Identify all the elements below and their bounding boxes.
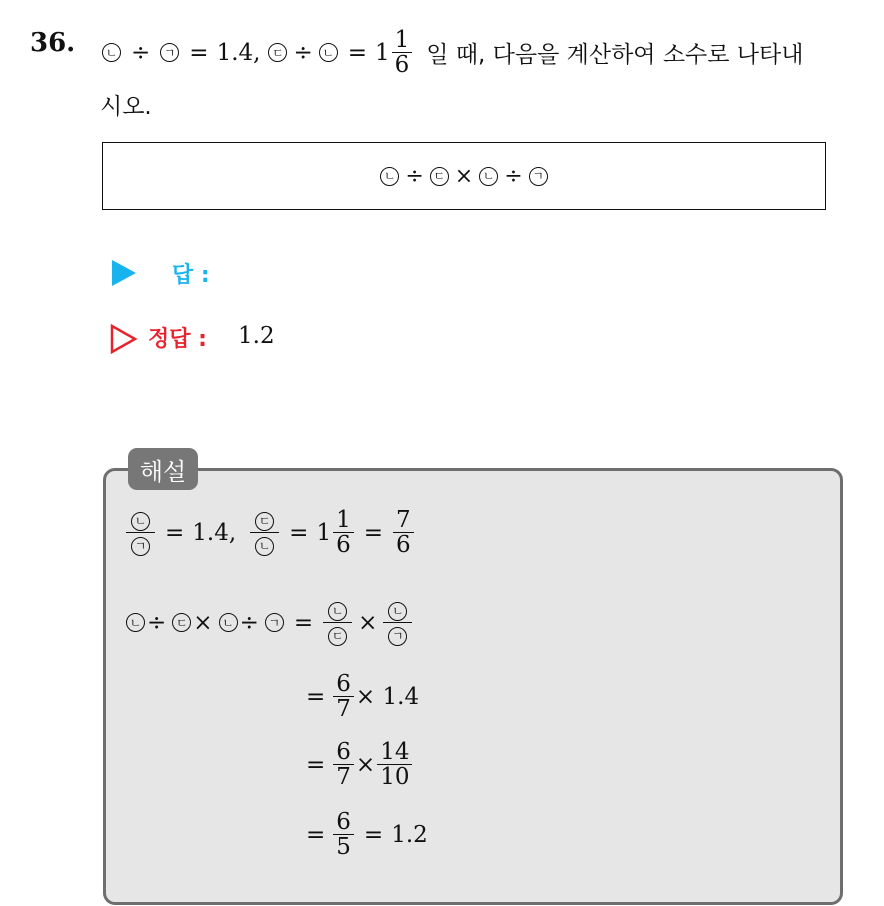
equals-sign: = bbox=[363, 821, 384, 848]
circled-nieun: ㄴ bbox=[388, 602, 407, 621]
denominator: 7 bbox=[336, 696, 351, 723]
times-1-4: × 1.4 bbox=[355, 683, 420, 710]
numerator: 6 bbox=[333, 672, 354, 697]
solution-line-1 bbox=[124, 508, 416, 557]
numerator: 6 bbox=[333, 740, 354, 765]
denominator: 6 bbox=[394, 52, 410, 79]
divide-sign: ÷ bbox=[147, 609, 167, 636]
equals-sign: = bbox=[306, 683, 326, 710]
circled-nieun: ㄴ bbox=[319, 43, 338, 62]
circled-giyeok: ㄱ bbox=[131, 537, 150, 556]
fraction-n-over-g bbox=[126, 508, 155, 557]
circled-nieun: ㄴ bbox=[131, 512, 150, 531]
expression-box bbox=[102, 142, 826, 210]
circled-nieun: ㄴ bbox=[380, 167, 399, 186]
numerator: 1 bbox=[392, 28, 413, 53]
equals-sign: = bbox=[347, 39, 368, 66]
circled-digeut: ㄷ bbox=[268, 43, 287, 62]
correct-value: 1.2 bbox=[238, 323, 275, 349]
fraction bbox=[333, 740, 354, 789]
fraction bbox=[377, 740, 412, 789]
fraction bbox=[333, 810, 354, 859]
times-sign: × bbox=[355, 751, 376, 778]
circled-nieun: ㄴ bbox=[328, 602, 347, 621]
times-sign: × bbox=[193, 609, 213, 636]
circled-digeut: ㄷ bbox=[255, 512, 274, 531]
divide-sign: ÷ bbox=[239, 609, 259, 636]
numerator: 7 bbox=[393, 508, 414, 533]
answer-label: 답 : bbox=[172, 263, 210, 288]
question-text: 일 때, 다음을 계산하여 소수로 나타내 bbox=[426, 42, 804, 69]
fraction-result bbox=[393, 508, 414, 557]
numerator: 6 bbox=[333, 810, 354, 835]
circled-nieun: ㄴ bbox=[219, 613, 238, 632]
equals-sign: = bbox=[306, 751, 326, 778]
answer-arrow-icon bbox=[112, 260, 136, 286]
question-text-line2: 시오. bbox=[100, 94, 152, 120]
mixed-number bbox=[316, 508, 355, 557]
equals-sign: = bbox=[363, 519, 384, 546]
denominator: 7 bbox=[336, 764, 351, 791]
circled-giyeok: ㄱ bbox=[160, 43, 179, 62]
circled-digeut: ㄷ bbox=[328, 627, 347, 646]
equals-sign: = bbox=[306, 821, 326, 848]
divide-sign: ÷ bbox=[293, 39, 313, 66]
solution-line-4 bbox=[306, 740, 414, 789]
divide-sign: ÷ bbox=[131, 39, 151, 66]
denominator: 10 bbox=[380, 764, 410, 791]
question-number: 36. bbox=[30, 28, 76, 58]
solution-line-2 bbox=[124, 598, 414, 647]
circled-giyeok: ㄱ bbox=[265, 613, 284, 632]
circled-nieun: ㄴ bbox=[255, 537, 274, 556]
result-value: 1.2 bbox=[391, 821, 428, 848]
divide-sign: ÷ bbox=[405, 163, 424, 189]
solution-line-5 bbox=[306, 810, 428, 859]
correct-arrow-icon bbox=[110, 324, 138, 354]
equals-sign: = bbox=[165, 519, 185, 546]
solution-line-3 bbox=[306, 672, 419, 721]
fraction-d-over-n bbox=[250, 508, 279, 557]
denominator: 6 bbox=[336, 532, 351, 559]
equals-sign: = bbox=[293, 609, 314, 636]
divide-sign: ÷ bbox=[504, 163, 523, 189]
equals-sign: = bbox=[289, 519, 309, 546]
circled-giyeok: ㄱ bbox=[529, 167, 548, 186]
correct-label: 정답 : bbox=[148, 327, 207, 352]
equals-sign: = bbox=[189, 39, 209, 66]
value-1-4: 1.4, bbox=[192, 519, 237, 546]
circled-nieun: ㄴ bbox=[479, 167, 498, 186]
denominator: 6 bbox=[396, 532, 411, 559]
fraction bbox=[392, 28, 413, 77]
circled-giyeok: ㄱ bbox=[388, 627, 407, 646]
numerator: 1 bbox=[333, 508, 354, 533]
fraction bbox=[333, 672, 354, 721]
fraction bbox=[333, 508, 354, 557]
circled-nieun: ㄴ bbox=[102, 43, 121, 62]
question-condition bbox=[100, 28, 803, 77]
solution-tag: 해설 bbox=[128, 448, 198, 490]
mixed-number bbox=[375, 28, 414, 77]
times-sign: × bbox=[358, 609, 378, 636]
circled-nieun: ㄴ bbox=[126, 613, 145, 632]
circled-digeut: ㄷ bbox=[172, 613, 191, 632]
value-1-4: 1.4, bbox=[216, 39, 261, 66]
fraction-n-over-g bbox=[383, 598, 412, 647]
circled-digeut: ㄷ bbox=[430, 167, 449, 186]
denominator: 5 bbox=[336, 834, 351, 861]
times-sign: × bbox=[454, 163, 474, 189]
whole-part: 1 bbox=[316, 519, 332, 546]
numerator: 14 bbox=[377, 740, 412, 765]
whole-part: 1 bbox=[375, 39, 390, 66]
fraction-n-over-d bbox=[323, 598, 352, 647]
